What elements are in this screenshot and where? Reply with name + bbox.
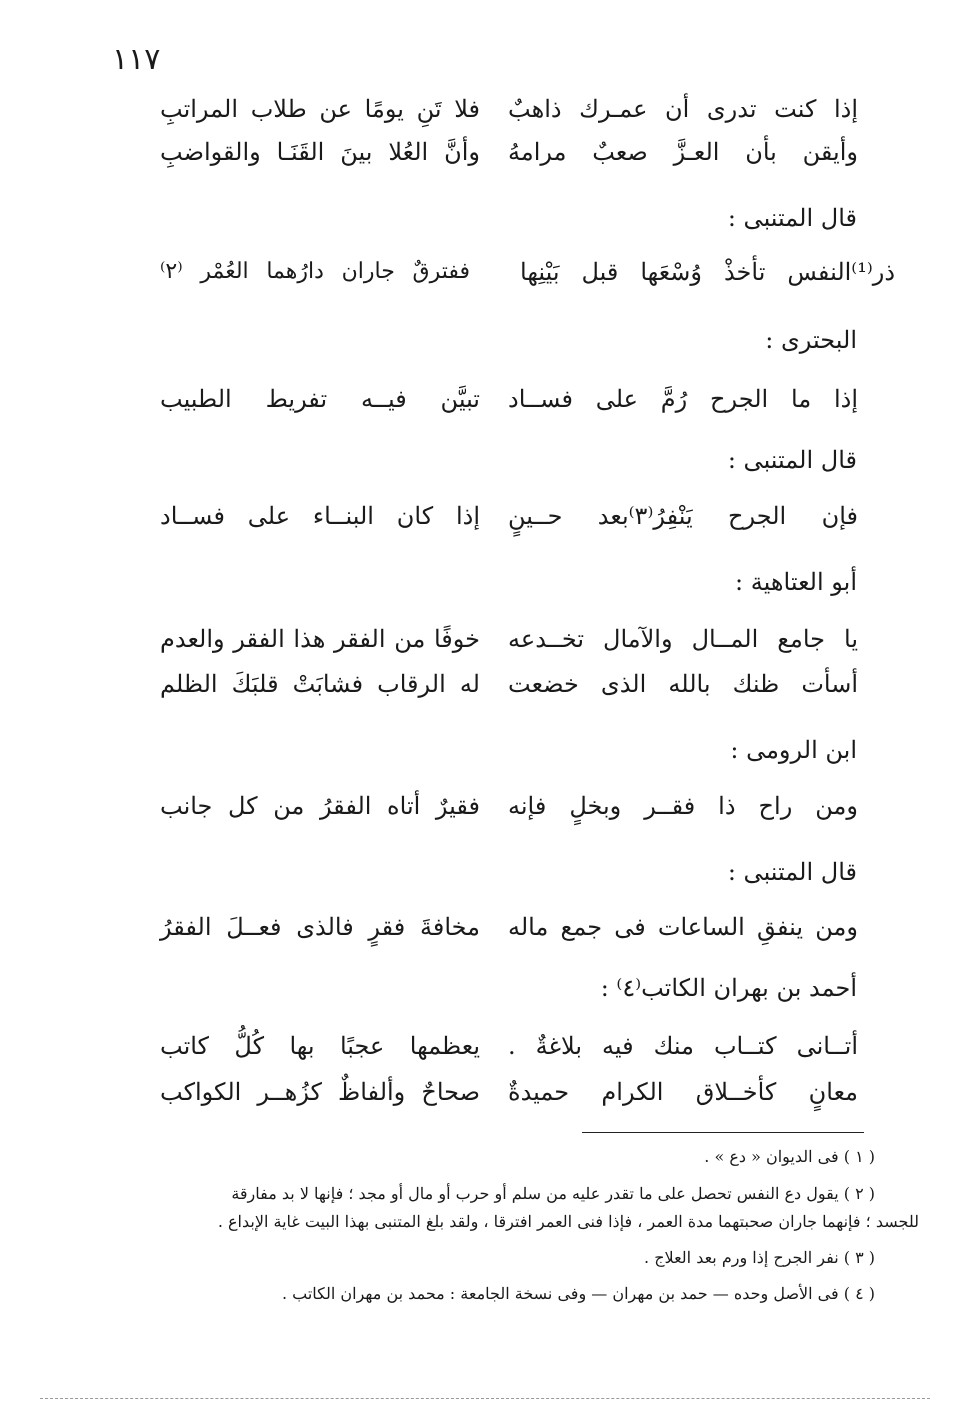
poet-heading: أحمد بن بهران الكاتب⁽٤⁾ : (600, 974, 857, 1002)
poet-heading: ابن الرومى : (730, 736, 857, 764)
verse-line (120, 128, 858, 176)
footnote-1: ( ١ ) فى الديوان « دع » . (704, 1147, 875, 1166)
poet-heading: قال المتنبى : (727, 446, 857, 474)
footnote-4: ( ٤ ) فى الأصل وحده — حمد بن مهران — وفى نسخة الجامعة : محمد بن مهران الكاتب . (281, 1284, 875, 1303)
poet-heading: قال المتنبى : (727, 858, 857, 886)
verse-first-hemistich: معانٍ كأخــلاق الكرام حميدةٌ (508, 1078, 858, 1106)
verse-first-hemistich: وأيقن بأن العـزَّ صعبٌ مرامهُ (508, 138, 858, 166)
verse-line (120, 782, 858, 830)
poet-heading: أبو العتاهية : (735, 568, 857, 596)
poet-heading: قال المتنبى : (727, 204, 857, 232)
verse-second-hemistich: وأنَّ العُلا بينَ القَنَـا والقواضبِ (160, 138, 480, 166)
verse-line (120, 492, 858, 540)
verse-second-hemistich: مخافةَ فقرٍ فالذى فعــلَ الفقرُ (160, 913, 480, 941)
page-number: ١١٧ (112, 42, 161, 77)
verse-first-hemistich: أتــانى كتــاب منك فيه بلاغةٌ . (508, 1032, 858, 1060)
verse-line (120, 615, 858, 663)
verse-second-hemistich: خوفًا من الفقر هذا الفقر والعدم (160, 625, 480, 653)
footnote-2: ( ٢ ) يقول دع النفس تحصل على ما تقدر عليه من سلم أو حرب أو مال أو مجد ؛ فإنها لا بد مفارقة (231, 1184, 875, 1203)
verse-line (110, 248, 895, 296)
poet-heading: البحترى : (765, 326, 857, 354)
page-bottom-edge (40, 1398, 930, 1399)
verse-first-hemistich: ومن راح ذا فقــر وبخلٍ فإنه (508, 792, 858, 820)
footnote-3: ( ٣ ) نفر الجرح إذا ورم بعد العلاج . (644, 1248, 875, 1267)
verse-second-hemistich: ففترقٌ جاران دارُهما العُمْر ⁽٢⁾ (160, 259, 470, 284)
verse-second-hemistich: إذا كان البنــاء على فســاد (160, 502, 480, 530)
verse-line (120, 85, 858, 133)
verse-first-hemistich: فإن الجرح يَنْفِرُ⁽٣⁾بعد حــينٍ (508, 502, 859, 530)
verse-first-hemistich: ومن ينفقِ الساعات فى جمع ماله (508, 913, 858, 941)
verse-line (120, 660, 858, 708)
verse-line (120, 375, 858, 423)
verse-first-hemistich: إذا كنت تدرى أن عمـرك ذاهبٌ (508, 95, 858, 123)
verse-line (120, 903, 858, 951)
footnote-divider (582, 1132, 864, 1133)
verse-first-hemistich: ذر⁽¹⁾النفس تأخذْ وُسْعَها قبل بَيْنِها (520, 258, 895, 286)
footnote-2-continued: للجسد ؛ فإنهما جاران صحبتهما مدة العمر ، فإذا فنى العمر افترقا ، ولقد بلغ المتنبى بهذا البيت غاية الإبداع . (217, 1212, 919, 1231)
verse-line (120, 1022, 858, 1070)
verse-second-hemistich: فلا تَنِ يومًا عن طلاب المراتبِ (160, 95, 480, 123)
verse-first-hemistich: أسأت ظنك بالله الذى خضعت (508, 670, 858, 698)
verse-second-hemistich: له الرقاب فشابَتْ قلبَكَ الظلم (160, 670, 480, 698)
verse-second-hemistich: يعظمها عجبًا بها كُلُّ كاتب (160, 1032, 480, 1060)
verse-first-hemistich: إذا ما الجرح رُمَّ على فســاد (508, 385, 858, 413)
verse-second-hemistich: فقيرٌ أتاه الفقرُ من كل جانب (160, 792, 480, 820)
verse-second-hemistich: تبيَّن فيــه تفريط الطبيب (160, 385, 480, 413)
verse-first-hemistich: يا جامع المــال والآمال تخــدعه (508, 625, 858, 653)
verse-line (120, 1068, 858, 1116)
verse-second-hemistich: صحاحٌ وألفاظٌ كزُهــر الكواكب (160, 1078, 480, 1106)
